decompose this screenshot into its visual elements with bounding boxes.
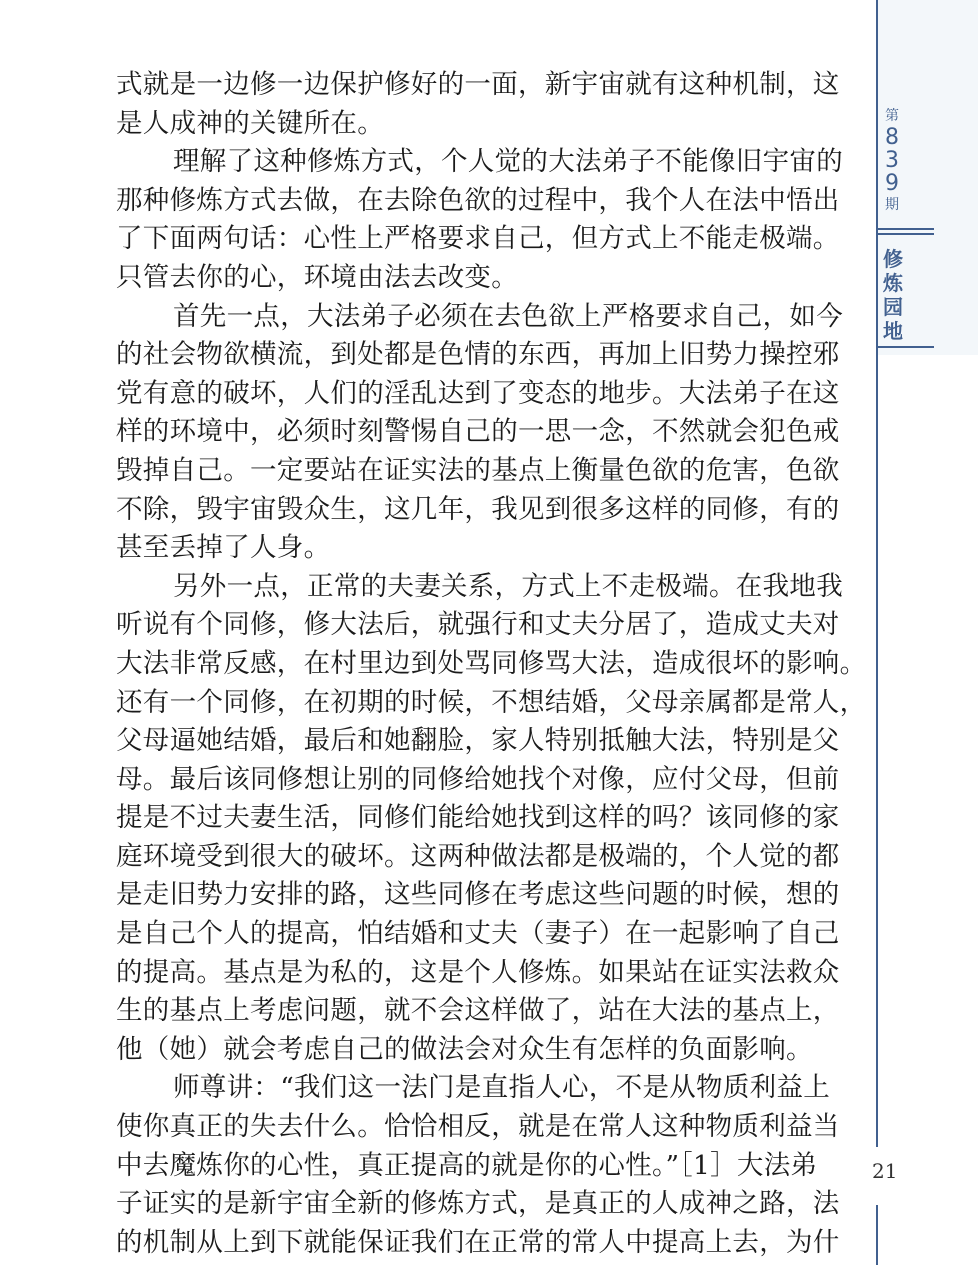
issue-suffix: 期 [885,197,899,213]
text-line: 庭环境受到很大的破坏。这两种做法都是极端的，个人觉的都 [116,840,840,872]
margin-rule-bottom [876,1205,878,1265]
text-line: 听说有个同修，修大法后，就强行和丈夫分居了，造成丈夫对 [116,609,840,641]
text-line: 党有意的破坏，人们的淫乱达到了变态的地步。大法弟子在这 [116,377,840,409]
text-line: 只管去你的心，环境由法去改变。 [116,261,518,293]
text-line: 大法非常反感，在村里边到处骂同修骂大法，造成很坏的影响。 [116,647,867,679]
text-line: 式就是一边修一边保护修好的一面，新宇宙就有这种机制，这 [116,69,840,100]
sidebar-divider-lower [876,233,934,235]
text-line: 那种修炼方式去做，在去除色欲的过程中，我个人在法中悟出 [116,184,840,216]
text-line: 的提高。基点是为私的，这是个人修炼。如果站在证实法救众 [116,956,840,988]
text-line: 的社会物欲横流，到处都是色情的东西，再加上旧势力操控邪 [116,339,840,371]
text-line: 生的基点上考虑问题，就不会这样做了，站在大法的基点上， [116,995,840,1027]
text-line: 提是不过夫妻生活，同修们能给她找到这样的吗？该同修的家 [116,802,840,834]
section-title [878,247,908,343]
text-line: 的机制从上到下就能保证我们在正常的常人中提高上去，为什 [116,1226,840,1258]
text-line: 父母逼她结婚，最后和她翻脸，家人特别抵触大法，特别是父 [116,725,840,757]
text-line: 了下面两句话：心性上严格要求自己，但方式上不能走极端。 [116,223,840,255]
text-line: 毁掉自己。一定要站在证实法的基点上衡量色欲的危害，色欲 [116,454,840,486]
issue-digit: 3 [885,148,899,173]
section-title-char: 修 [883,247,903,271]
text-line: 还有一个同修，在初期的时候，不想结婚，父母亲属都是常人， [116,686,867,718]
text-line: 是人成神的关键所在。 [116,107,384,139]
text-line: 师尊讲：“我们这一法门是直指人心，不是从物质利益上 [173,1072,831,1104]
section-title-char: 园 [883,295,903,319]
issue-prefix: 第 [885,108,899,124]
page-number: 21 [872,1159,898,1183]
section-title-char: 炼 [883,271,903,295]
text-line: 中去魔炼你的心性，真正提高的就是你的心性。”［1］大法弟 [116,1149,818,1181]
section-title-char: 地 [883,319,903,343]
article-body [116,66,867,1262]
text-line: 是自己个人的提高，怕结婚和丈夫（妻子）在一起影响了自己 [116,918,840,950]
sidebar-divider-upper [876,228,934,230]
text-line: 理解了这种修炼方式，个人觉的大法弟子不能像旧宇宙的 [173,146,843,178]
text-line: 子证实的是新宇宙全新的修炼方式，是真正的人成神之路，法 [116,1188,840,1220]
text-line: 甚至丢掉了人身。 [116,532,331,564]
text-line: 样的环境中，必须时刻警惕自己的一思一念，不然就会犯色戒 [116,416,840,448]
text-line: 不除，毁宇宙毁众生，这几年，我见到很多这样的同修，有的 [116,493,840,525]
text-line: 使你真正的失去什么。恰恰相反，就是在常人这种物质利益当 [116,1111,840,1143]
text-line: 是走旧势力安排的路，这些同修在考虑这些问题的时候，想的 [116,879,840,911]
text-line: 母。最后该同修想让别的同修给她找个对像，应付父母，但前 [116,763,840,795]
text-line: 首先一点，大法弟子必须在去色欲上严格要求自己，如今 [173,300,843,332]
issue-digit: 9 [885,171,899,196]
issue-digit: 8 [885,125,899,150]
text-line: 另外一点，正常的夫妻关系，方式上不走极端。在我地我 [173,570,843,602]
issue-number [878,106,906,215]
text-line: 他（她）就会考虑自己的做法会对众生有怎样的负面影响。 [116,1033,813,1065]
sidebar-divider-bottom [876,346,934,348]
